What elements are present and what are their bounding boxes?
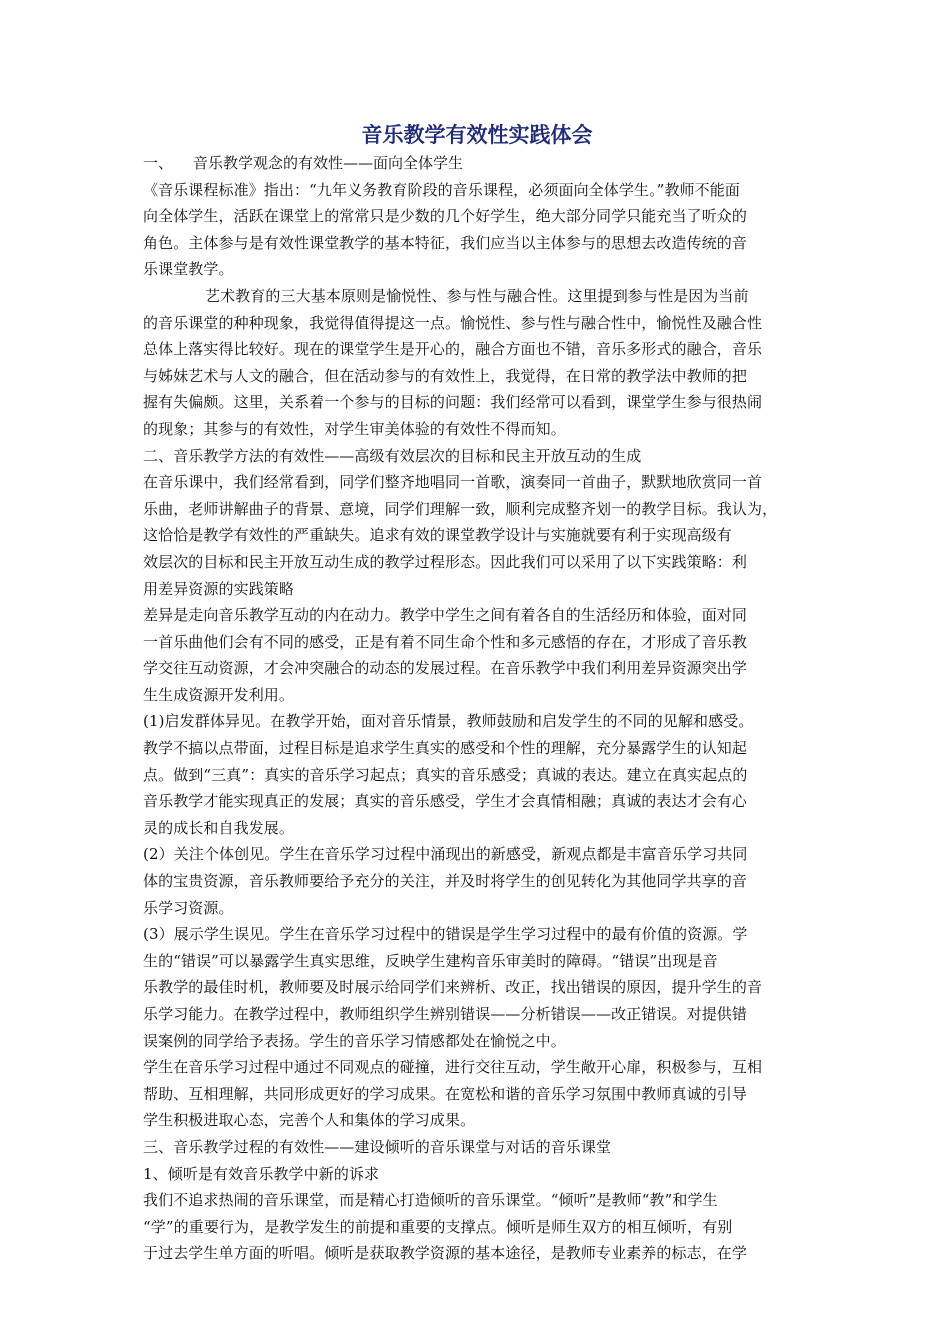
text-line: 效层次的目标和民主开放互动生成的教学过程形态。因此我们可以采用了以下实践策略：利 [143, 552, 748, 571]
section-1-number: 一、 [143, 154, 174, 172]
section-3-subheading: 1、倾听是有效音乐教学中新的诉求 [143, 1164, 380, 1183]
text-line: 学交往互动资源，才会冲突融合的动态的发展过程。在音乐教学中我们利用差异资源突出学 [143, 659, 748, 678]
text-line: 生生成资源开发利用。 [143, 685, 295, 704]
section-2-heading: 二、音乐教学方法的有效性——高级有效层次的目标和民主开放互动的生成 [143, 446, 642, 465]
section-2-paragraph-2 [143, 602, 811, 708]
text-line: 握有失偏颇。这里，关系着一个参与的目标的问题：我们经常可以看到，课堂学生参与很热闹 [143, 393, 763, 412]
text-line: 总体上落实得比较好。现在的课堂学生是开心的，融合方面也不错，音乐多形式的融合，音乐 [143, 340, 763, 359]
section-1-heading [143, 150, 811, 177]
text-line: (3）展示学生误见。学生在音乐学习过程中的错误是学生学习过程中的最有价值的资源。学 [143, 925, 748, 944]
section-3-paragraph-1 [143, 1187, 811, 1267]
text-line: 灵的成长和自我发展。 [143, 818, 295, 837]
text-line: 学生积极进取心态，完善个人和集体的学习成果。 [143, 1111, 476, 1130]
text-line: 乐曲，老师讲解曲子的背景、意境，同学们理解一致，顺利完成整齐划一的教学目标。我认为， [143, 499, 778, 518]
text-line: 这恰恰是教学有效性的严重缺失。追求有效的课堂教学设计与实施就要有利于实现高级有 [143, 526, 732, 545]
text-line: 乐教学的最佳时机，教师要及时展示给同学们来辨析、改正，找出错误的原因，提升学生的音 [143, 978, 763, 997]
text-line: 于过去学生单方面的听唱。倾听是获取教学资源的基本途径，是教师专业素养的标志，在学 [143, 1244, 748, 1263]
text-line: 《音乐课程标准》指出：“九年义务教育阶段的音乐课程，必须面向全体学生。”教师不能面 [143, 180, 740, 199]
text-line: 教学不搞以点带面，过程目标是追求学生真实的感受和个性的理解，充分暴露学生的认知起 [143, 739, 748, 758]
text-line: (2）关注个体创见。学生在音乐学习过程中涌现出的新感受，新观点都是丰富音乐学习共同 [143, 845, 748, 864]
text-line: 乐学习资源。 [143, 898, 234, 917]
text-line: 帮助、互相理解，共同形成更好的学习成果。在宽松和谐的音乐学习氛围中教师真诚的引导 [143, 1084, 748, 1103]
text-line: 的现象；其参与的有效性，对学生审美体验的有效性不得而知。 [143, 419, 566, 438]
section-2-paragraph-1 [143, 469, 811, 602]
section-2-paragraph-3 [143, 708, 811, 841]
section-2-paragraph-4 [143, 841, 811, 921]
text-line: 生的“错误”可以暴露学生真实思维，反映学生建构音乐审美时的障碍。“错误”出现是音 [143, 951, 718, 970]
text-line: 用差异资源的实践策略 [143, 579, 295, 598]
text-line: 差异是走向音乐教学互动的内在动力。教学中学生之间有着各自的生活经历和体验，面对同 [143, 606, 748, 625]
text-line: 艺术教育的三大基本原则是愉悦性、参与性与融合性。这里提到参与性是因为当前 [205, 286, 749, 305]
text-line: 音乐教学才能实现真正的发展；真实的音乐感受，学生才会真情相融；真诚的表达才会有心 [143, 792, 748, 811]
text-line: 学生在音乐学习过程中通过不同观点的碰撞，进行交往互动，学生敞开心扉，积极参与，互相 [143, 1058, 763, 1077]
text-line: “学”的重要行为，是教学发生的前提和重要的支撑点。倾听是师生双方的相互倾听，有别 [143, 1217, 733, 1236]
text-line: 与姊妹艺术与人文的融合，但在活动参与的有效性上，我觉得，在日常的教学法中教师的把 [143, 366, 748, 385]
text-line: 一首乐曲他们会有不同的感受，正是有着不同生命个性和多元感悟的存在，才形成了音乐教 [143, 632, 748, 651]
section-3-heading: 三、音乐教学过程的有效性——建设倾听的音乐课堂与对话的音乐课堂 [143, 1137, 612, 1156]
text-line: (1)启发群体异见。在教学开始，面对音乐情景，教师鼓励和启发学生的不同的见解和感受。 [143, 712, 754, 731]
text-line: 乐学习能力。在教学过程中，教师组织学生辨别错误——分析错误——改正错误。对提供错 [143, 1005, 748, 1023]
text-line: 向全体学生，活跃在课堂上的常常只是少数的几个好学生，绝大部分同学只能充当了听众的 [143, 207, 748, 226]
text-line: 体的宝贵资源，音乐教师要给予充分的关注，并及时将学生的创见转化为其他同学共享的音 [143, 872, 748, 891]
text-line: 在音乐课中，我们经常看到，同学们整齐地唱同一首歌，演奏同一首曲子，默默地欣赏同一首 [143, 473, 763, 492]
document-page [143, 120, 811, 1267]
document-title: 音乐教学有效性实践体会 [361, 123, 593, 147]
section-1-heading-text: 音乐教学观念的有效性——面向全体学生 [193, 154, 464, 172]
text-line: 点。做到“三真”：真实的音乐学习起点；真实的音乐感受；真诚的表达。建立在真实起点的 [143, 765, 748, 784]
section-2-paragraph-6 [143, 1054, 811, 1134]
text-line: 我们不追求热闹的音乐课堂，而是精心打造倾听的音乐课堂。“倾听”是教师“教”和学生 [143, 1191, 718, 1210]
text-line: 乐课堂教学。 [143, 260, 234, 279]
text-line: 角色。主体参与是有效性课堂教学的基本特征，我们应当以主体参与的思想去改造传统的音 [143, 233, 748, 252]
section-2-paragraph-5 [143, 921, 811, 1054]
section-1-paragraph-2 [143, 283, 811, 443]
section-1-paragraph-1 [143, 177, 811, 283]
text-line: 的音乐课堂的种种现象，我觉得值得提这一点。愉悦性、参与性与融合性中，愉悦性及融合性 [143, 313, 763, 332]
text-line: 误案例的同学给予表扬。学生的音乐学习情感都处在愉悦之中。 [143, 1031, 566, 1050]
